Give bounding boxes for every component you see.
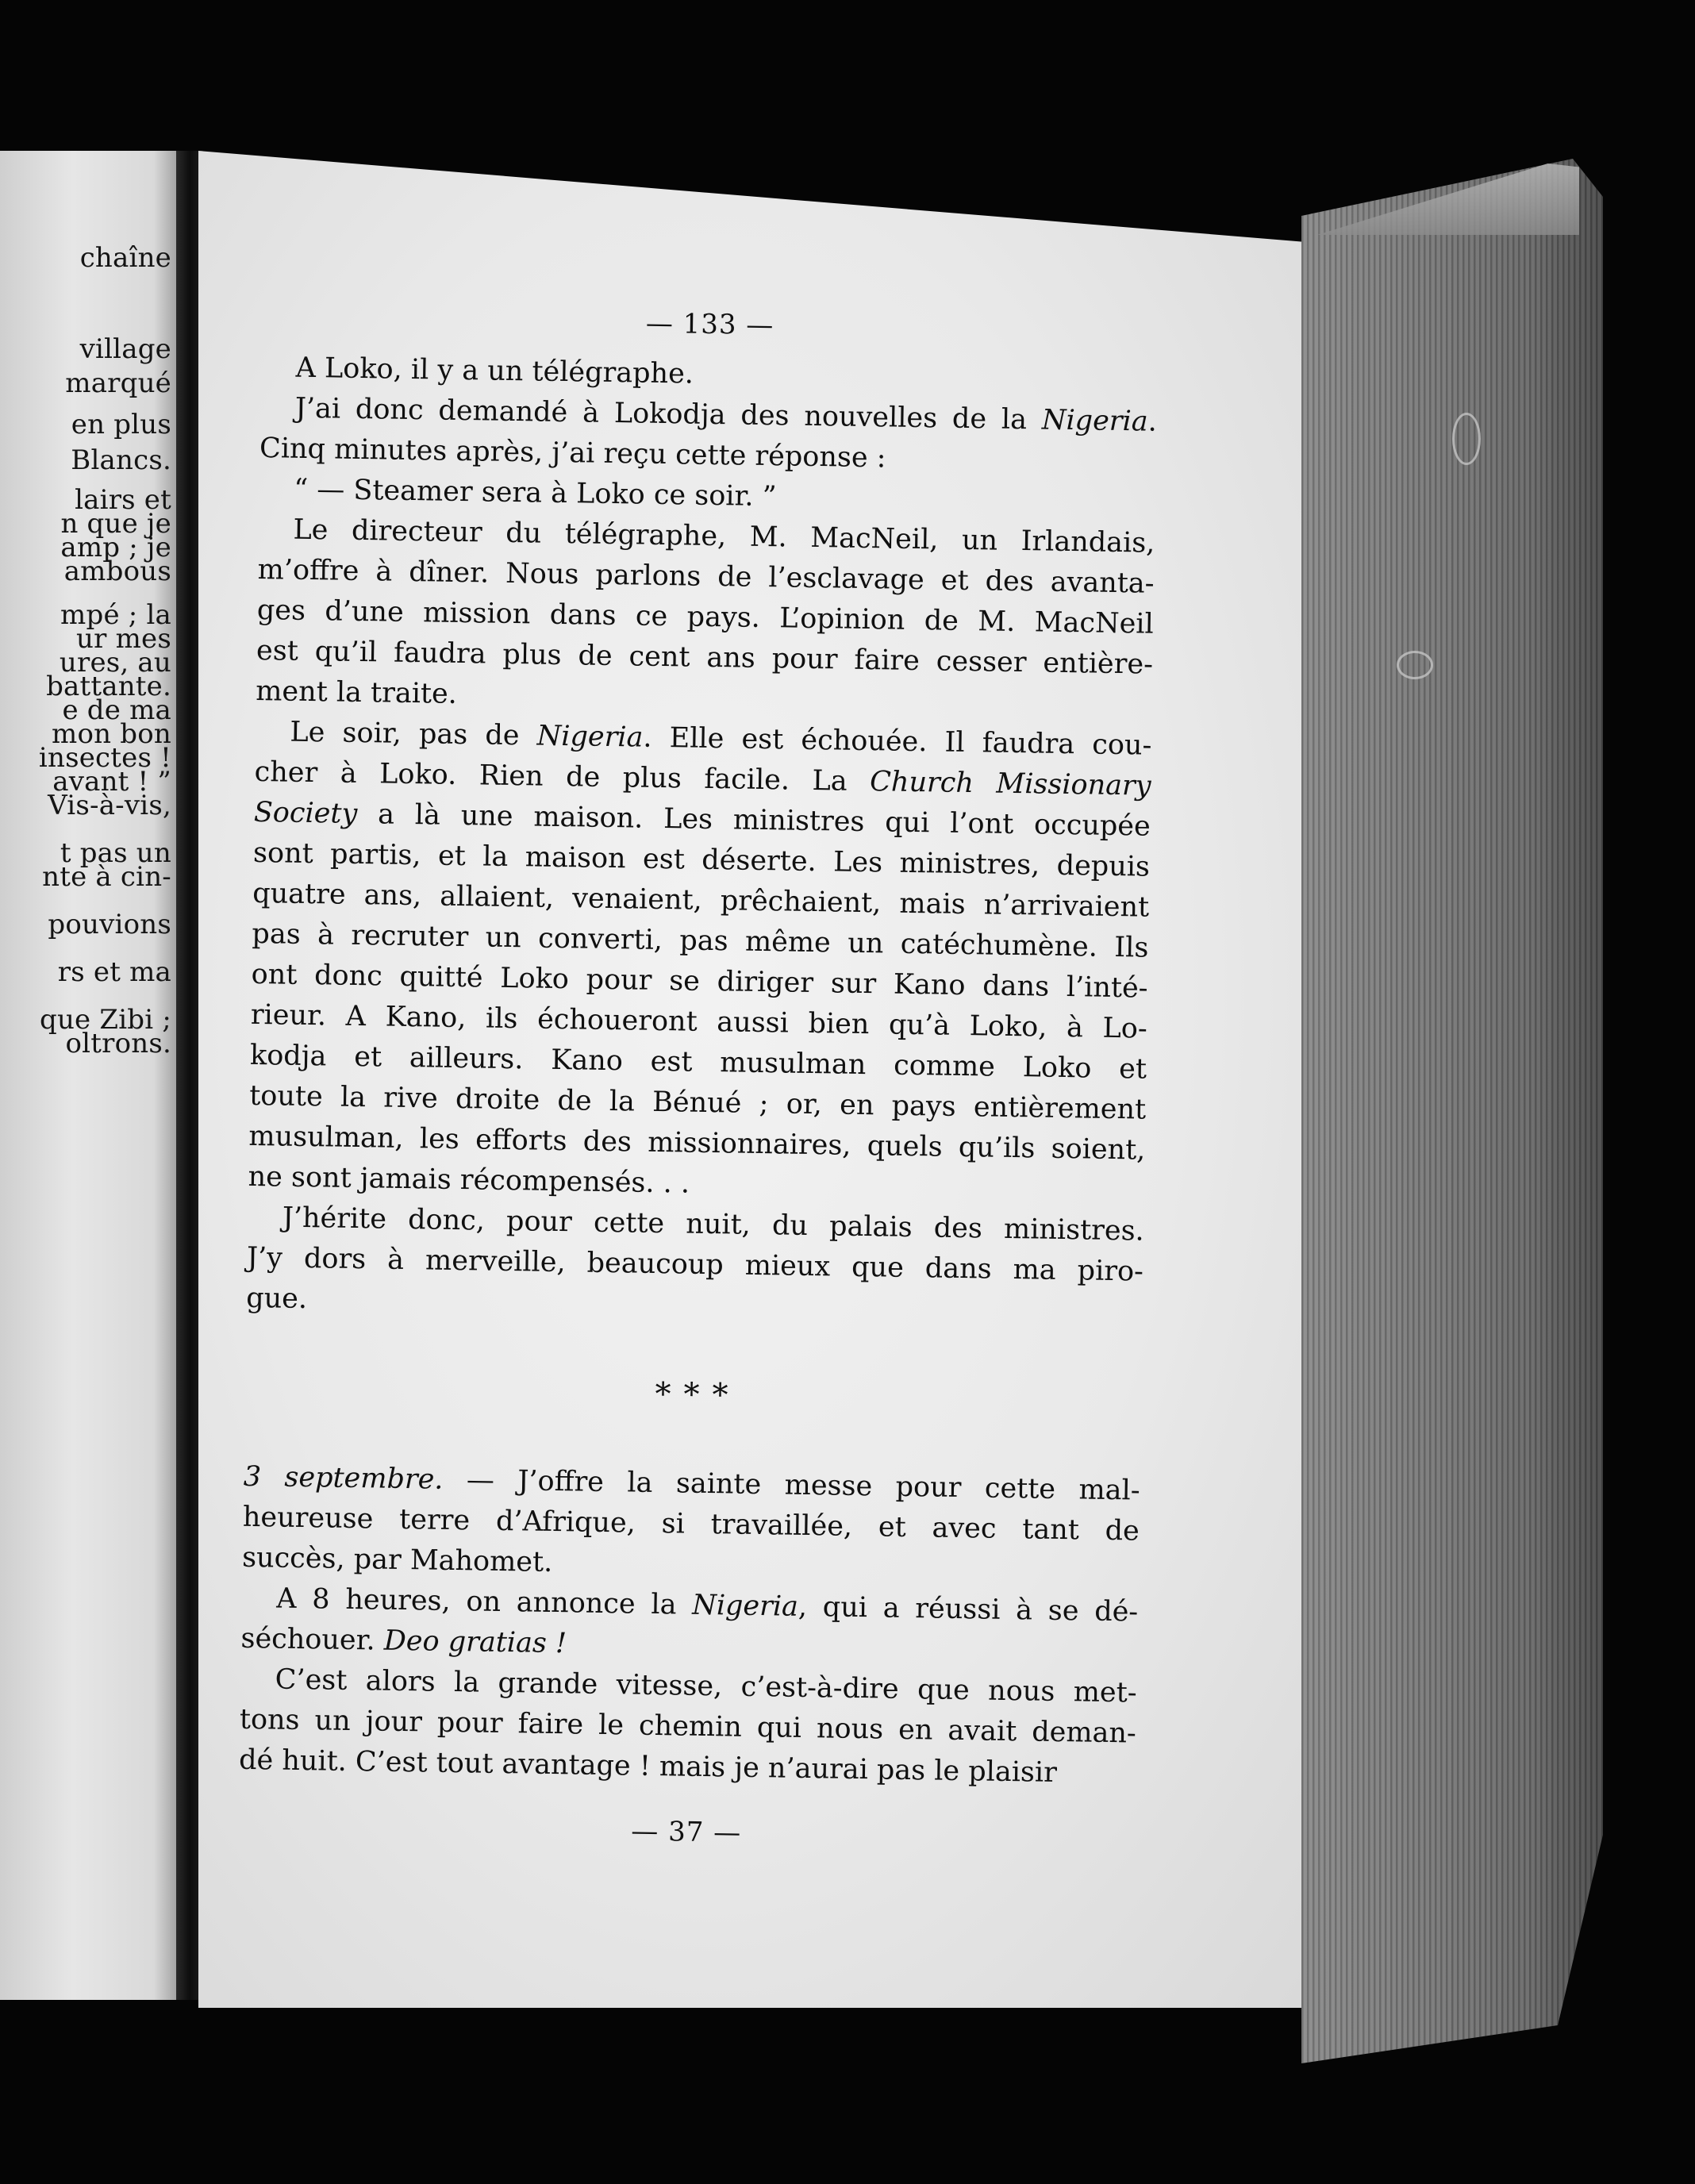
left-page-text-fragment: chaîne xyxy=(79,242,171,274)
left-page-text-fragment: pouvions xyxy=(48,909,171,940)
text-line: cher à Loko. Rien de plus facile. La Church Missionary xyxy=(254,756,1151,802)
left-page-text-fragment: lairs et xyxy=(75,484,171,516)
paragraph xyxy=(239,1659,1137,1795)
paragraph xyxy=(259,388,1157,483)
paragraph xyxy=(242,1457,1140,1593)
text-line: J’hérite donc, pour cette nuit, du palais des ministres. xyxy=(282,1202,1145,1248)
paragraph xyxy=(256,509,1155,726)
text-line: pas à recruter un converti, pas même un catéchumène. Ils xyxy=(252,917,1149,964)
text-line: dé huit. C’est tout avantage ! mais je n’aurai pas le plaisir xyxy=(238,1744,1058,1789)
text-line: J’ai donc demandé à Lokodja des nouvelles de la Nigeria. xyxy=(294,392,1158,438)
left-page-text-fragment: Blancs. xyxy=(71,444,171,476)
left-page-text-fragment: ur mes xyxy=(76,623,171,655)
left-page-text-fragment: mon bon xyxy=(52,718,171,750)
text-line: 3 septembre. — J’offre la sainte messe pour cette mal- xyxy=(243,1460,1140,1507)
left-page-text-fragment: village xyxy=(79,333,171,365)
left-page-text-fragment: insectes ! xyxy=(38,742,171,774)
text-line: ment la traite. xyxy=(255,675,458,710)
left-page-text-fragment: battante. xyxy=(46,671,171,702)
text-line: succès, par Mahomet. xyxy=(241,1541,553,1578)
text-line: m’offre à dîner. Nous parlons de l’esclavage et des avanta- xyxy=(257,553,1155,600)
left-page-text-fragment: Vis-à-vis, xyxy=(48,790,171,821)
left-page-text-fragment: e de ma xyxy=(62,694,171,726)
text-line: sont partis, et la maison est déserte. Les ministres, depuis xyxy=(252,836,1151,883)
left-page-text-fragment: amp ; je xyxy=(60,532,171,563)
text-line: ont donc quitté Loko pour se diriger sur Kano dans l’inté- xyxy=(251,958,1148,1005)
page-header-number: — 133 — xyxy=(645,307,774,342)
text-line: rieur. A Kano, ils échoueront aussi bien qu’à Loko, à Lo- xyxy=(250,998,1148,1045)
text-line: est qu’il faudra plus de cent ans pour faire cesser entière- xyxy=(256,634,1154,681)
text-line: tons un jour pour faire le chemin qui nous en avait deman- xyxy=(239,1703,1137,1750)
left-page-text-fragment: rs et ma xyxy=(57,956,171,988)
left-page-text-fragment: ures, au xyxy=(59,647,171,679)
left-page-text-fragment: ambous xyxy=(63,556,171,587)
left-page-text-fragment: marqué xyxy=(65,367,171,399)
left-page-text-fragment: n que je xyxy=(60,508,171,540)
text-line: Le directeur du télégraphe, M. MacNeil, un Irlandais, xyxy=(293,513,1155,559)
text-line: heureuse terre d’Afrique, si travaillée, et avec tant de xyxy=(242,1501,1140,1548)
paragraphs-after-separator xyxy=(239,1457,1140,1795)
text-line: A 8 heures, on annonce la Nigeria, qui a réussi à se dé- xyxy=(276,1582,1139,1628)
left-page-text-fragment: t pas un xyxy=(60,837,171,869)
text-line: kodja et ailleurs. Kano est musulman comme Loko et xyxy=(249,1039,1147,1086)
text-line: toute la rive droite de la Bénué ; or, en pays entièrement xyxy=(248,1079,1147,1126)
paragraph xyxy=(240,1578,1138,1674)
paragraphs-before-separator xyxy=(246,348,1158,1333)
text-line: Le soir, pas de Nigeria. Elle est échouée. Il faudra cou- xyxy=(290,716,1152,762)
left-page-text-fragment: mpé ; la xyxy=(60,599,171,631)
text-line: Society a là une maison. Les ministres qui l’ont occupée xyxy=(253,796,1151,843)
left-page xyxy=(0,151,181,2000)
text-line: J’y dors à merveille, beaucoup mieux que dans ma piro- xyxy=(246,1241,1144,1288)
text-line: A Loko, il y a un télégraphe. xyxy=(295,352,694,390)
book-top-edge xyxy=(1317,163,1579,235)
left-page-text-fragment: oltrons. xyxy=(65,1028,171,1059)
page-text xyxy=(238,302,1159,1855)
text-line: gue. xyxy=(245,1282,308,1316)
text-line: C’est alors la grande vitesse, c’est-à-dire que nous met- xyxy=(275,1663,1137,1709)
scan-mark xyxy=(1452,413,1481,465)
scan-mark xyxy=(1397,651,1433,679)
text-line: quatre ans, allaient, venaient, prêchaient, mais n’arrivaient xyxy=(252,877,1150,924)
left-page-text-fragment: que Zibi ; xyxy=(40,1004,171,1036)
asterism-separator: * * * xyxy=(655,1375,732,1414)
paragraph xyxy=(248,712,1151,1212)
text-line: Cinq minutes après, j’ai reçu cette réponse : xyxy=(259,432,886,475)
text-line: ne sont jamais récompensés. . . xyxy=(248,1160,690,1200)
page-footer-number: — 37 — xyxy=(631,1815,742,1849)
text-line: musulman, les efforts des missionnaires, quels qu’ils soient, xyxy=(248,1120,1146,1167)
left-page-text-fragment: avant ! ” xyxy=(52,766,171,798)
left-page-text-fragment: nte à cin- xyxy=(42,861,171,893)
text-line: “ — Steamer sera à Loko ce soir. ” xyxy=(293,473,777,513)
left-page-text-fragment: en plus xyxy=(71,409,171,440)
paragraph xyxy=(246,1198,1144,1333)
text-line: séchouer. Deo gratias ! xyxy=(240,1622,567,1660)
text-line: ges d’une mission dans ce pays. L’opinion de M. MacNeil xyxy=(256,594,1155,640)
